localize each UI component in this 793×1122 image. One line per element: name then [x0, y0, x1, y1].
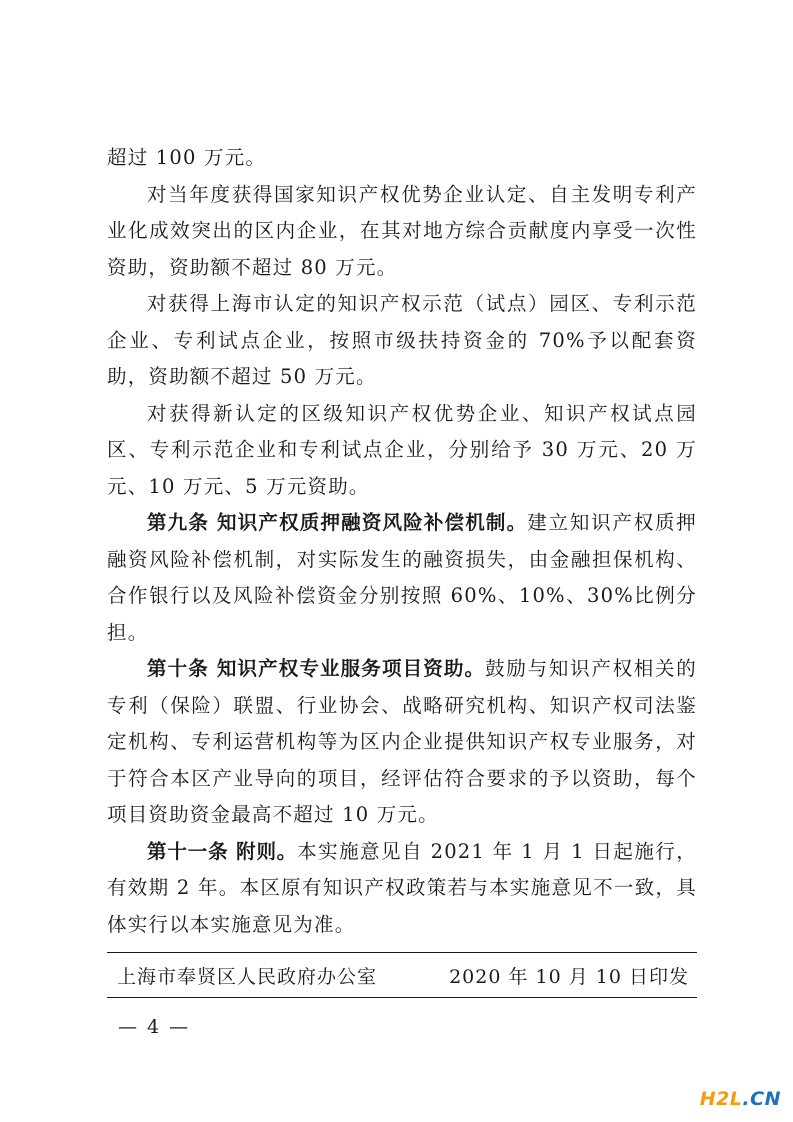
footer-date: 2020 年 10 月 10 日印发	[449, 965, 689, 988]
paragraph-shanghai-ip-demo: 对获得上海市认定的知识产权示范（试点）园区、专利示范企业、专利试点企业，按照市级扶持资金的 70%予以配套资助，资助额不超过 50 万元。	[107, 292, 697, 388]
article-11-body: 本实施意见自 2021 年 1 月 1 日起施行，有效期 2 年。本区原有知识产权政策若与本实施意见不一致，具体实行以本实施意见为准。	[107, 839, 697, 936]
issuance-footer	[107, 952, 697, 998]
watermark-logo	[700, 1088, 781, 1110]
article-10	[107, 651, 697, 834]
watermark-part-a: H2L	[699, 1088, 743, 1110]
page-number: — 4 —	[118, 1016, 191, 1038]
article-10-title: 第十条 知识产权专业服务项目资助。	[147, 657, 486, 680]
paragraph-national-ip-advantage: 对当年度获得国家知识产权优势企业认定、自主发明专利产业化成效突出的区内企业，在其对地方综合贡献度内享受一次性资助，资助额不超过 80 万元。	[107, 182, 697, 279]
paragraph-district-ip-advantage: 对获得新认定的区级知识产权优势企业、知识产权试点园区、专利示范企业和专利试点企业，分别给予 30 万元、20 万元、10 万元、5 万元资助。	[107, 401, 697, 498]
article-9-title: 第九条 知识产权质押融资风险补偿机制。	[147, 511, 528, 534]
article-11	[107, 834, 697, 944]
watermark-part-b: .CN	[742, 1088, 781, 1110]
footer-bottom-rule	[107, 997, 697, 998]
footer-row	[107, 953, 697, 997]
paragraph-continuation: 超过 100 万元。	[107, 146, 267, 169]
article-9-body: 建立知识产权质押融资风险补偿机制，对实际发生的融资损失，由金融担保机构、合作银行以及风险补偿资金分别按照 60%、10%、30%比例分担。	[107, 511, 697, 644]
article-9	[107, 505, 697, 651]
article-10-body: 鼓励与知识产权相关的专利（保险）联盟、行业协会、战略研究机构、知识产权司法鉴定机构、专利运营机构等为区内企业提供知识产权专业服务，对于符合本区产业导向的项目，经评估符合要求的予以资助，每个项目资助资金最高不超过 10 万元。	[107, 657, 697, 826]
article-11-title: 第十一条 附则。	[147, 839, 298, 863]
document-body	[107, 140, 697, 943]
footer-issuer: 上海市奉贤区人民政府办公室	[117, 965, 378, 988]
